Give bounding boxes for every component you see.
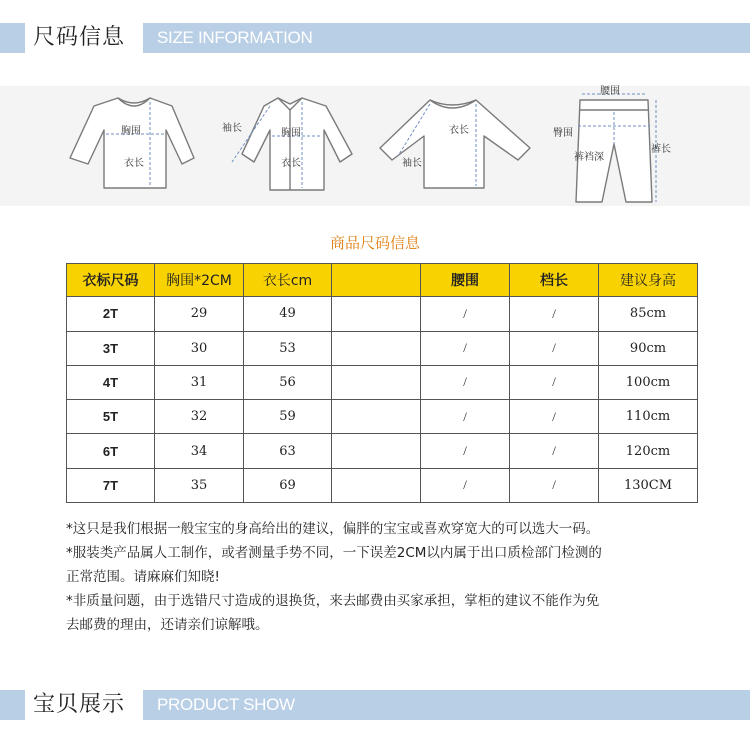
size-info-title-en: SIZE INFORMATION xyxy=(157,28,313,47)
label-sleeve-2: 袖长 xyxy=(402,158,422,169)
size-table-body xyxy=(67,264,698,503)
table-cell: 34 xyxy=(155,434,244,468)
header-accent-block xyxy=(0,690,25,720)
size-info-header xyxy=(0,23,750,53)
table-cell: / xyxy=(421,331,510,365)
table-cell: / xyxy=(421,434,510,468)
table-cell: 100cm xyxy=(599,365,698,399)
size-table xyxy=(66,263,698,503)
table-cell: 90cm xyxy=(599,331,698,365)
table-header-row xyxy=(67,264,698,297)
label-length-1: 衣长 xyxy=(124,158,144,169)
note-line: *服装类产品属人工制作，或者测量手势不同，一下误差2CM以内属于出口质检部门检测的 xyxy=(66,545,602,561)
table-header-cell: 建议身高 xyxy=(599,264,698,297)
table-cell: 31 xyxy=(155,365,244,399)
table-cell: 63 xyxy=(244,434,332,468)
table-header-cell: 衣标尺码 xyxy=(67,264,155,297)
size-info-title-zh: 尺码信息 xyxy=(33,25,126,50)
table-cell: / xyxy=(510,297,599,331)
table-cell: / xyxy=(421,468,510,502)
label-chest-1: 胸围 xyxy=(121,126,141,137)
size-info-title-bar xyxy=(143,23,750,53)
table-header-cell: 胸围*2CM xyxy=(155,264,244,297)
label-length-2: 衣长 xyxy=(281,158,301,169)
table-cell: / xyxy=(510,468,599,502)
table-cell: 69 xyxy=(244,468,332,502)
product-show-title-en: PRODUCT SHOW xyxy=(157,695,295,714)
header-accent-block xyxy=(0,23,25,53)
table-cell: / xyxy=(510,365,599,399)
table-cell: 85cm xyxy=(599,297,698,331)
table-cell: / xyxy=(421,365,510,399)
table-row xyxy=(67,468,698,502)
table-cell: 3T xyxy=(67,331,155,365)
table-cell: 32 xyxy=(155,400,244,434)
raglan-icon xyxy=(380,100,530,188)
table-cell: 29 xyxy=(155,297,244,331)
note-line: *非质量问题，由于选错尺寸造成的退换货，来去邮费由买家承担，掌柜的建议不能作为免 xyxy=(66,593,600,609)
garment-drawings xyxy=(0,86,750,206)
label-crotch: 裤裆深 xyxy=(574,152,604,163)
table-cell xyxy=(332,400,421,434)
table-cell xyxy=(332,331,421,365)
table-cell xyxy=(332,297,421,331)
table-cell: / xyxy=(421,400,510,434)
table-header-cell: 档长 xyxy=(510,264,599,297)
table-cell: 7T xyxy=(67,468,155,502)
product-show-title-bar xyxy=(143,690,750,720)
label-sleeve-1: 袖长 xyxy=(222,123,242,134)
table-cell: 53 xyxy=(244,331,332,365)
table-row xyxy=(67,365,698,399)
shirt-icon xyxy=(242,98,352,190)
table-cell: 110cm xyxy=(599,400,698,434)
table-cell: / xyxy=(510,331,599,365)
size-table-title: 商品尺码信息 xyxy=(329,234,420,252)
label-hip: 臀围 xyxy=(553,128,573,139)
table-cell: 59 xyxy=(244,400,332,434)
table-header-cell: 腰围 xyxy=(421,264,510,297)
label-length-3: 衣长 xyxy=(449,125,469,136)
table-cell: 49 xyxy=(244,297,332,331)
table-cell: / xyxy=(510,400,599,434)
garment-measurement-illustrations xyxy=(0,86,750,206)
sweater-icon xyxy=(70,98,194,188)
note-line: *这只是我们根据一般宝宝的身高给出的建议，偏胖的宝宝或喜欢穿宽大的可以选大一码。 xyxy=(66,521,600,537)
table-cell xyxy=(332,365,421,399)
table-header-cell: 衣长cm xyxy=(244,264,332,297)
table-cell: 56 xyxy=(244,365,332,399)
table-cell: 2T xyxy=(67,297,155,331)
table-cell xyxy=(332,468,421,502)
label-pants-length: 裤长 xyxy=(651,144,671,155)
table-cell: 35 xyxy=(155,468,244,502)
table-cell: 6T xyxy=(67,434,155,468)
table-cell: / xyxy=(421,297,510,331)
table-cell: 120cm xyxy=(599,434,698,468)
product-show-header xyxy=(0,690,750,720)
pants-icon xyxy=(576,100,652,202)
note-line: 正常范围。请麻麻们知晓! xyxy=(66,569,220,585)
label-waist: 腰围 xyxy=(600,86,620,97)
table-cell: 4T xyxy=(67,365,155,399)
table-cell: / xyxy=(510,434,599,468)
table-cell: 5T xyxy=(67,400,155,434)
table-cell xyxy=(332,434,421,468)
table-row xyxy=(67,434,698,468)
table-row xyxy=(67,297,698,331)
table-cell: 130CM xyxy=(599,468,698,502)
note-line: 去邮费的理由，还请亲们谅解哦。 xyxy=(66,617,269,633)
size-notes xyxy=(66,517,716,637)
product-show-title-zh: 宝贝展示 xyxy=(33,692,126,717)
table-header-cell xyxy=(332,264,421,297)
label-chest-2: 胸围 xyxy=(281,128,301,139)
table-cell: 30 xyxy=(155,331,244,365)
table-row xyxy=(67,331,698,365)
table-row xyxy=(67,400,698,434)
